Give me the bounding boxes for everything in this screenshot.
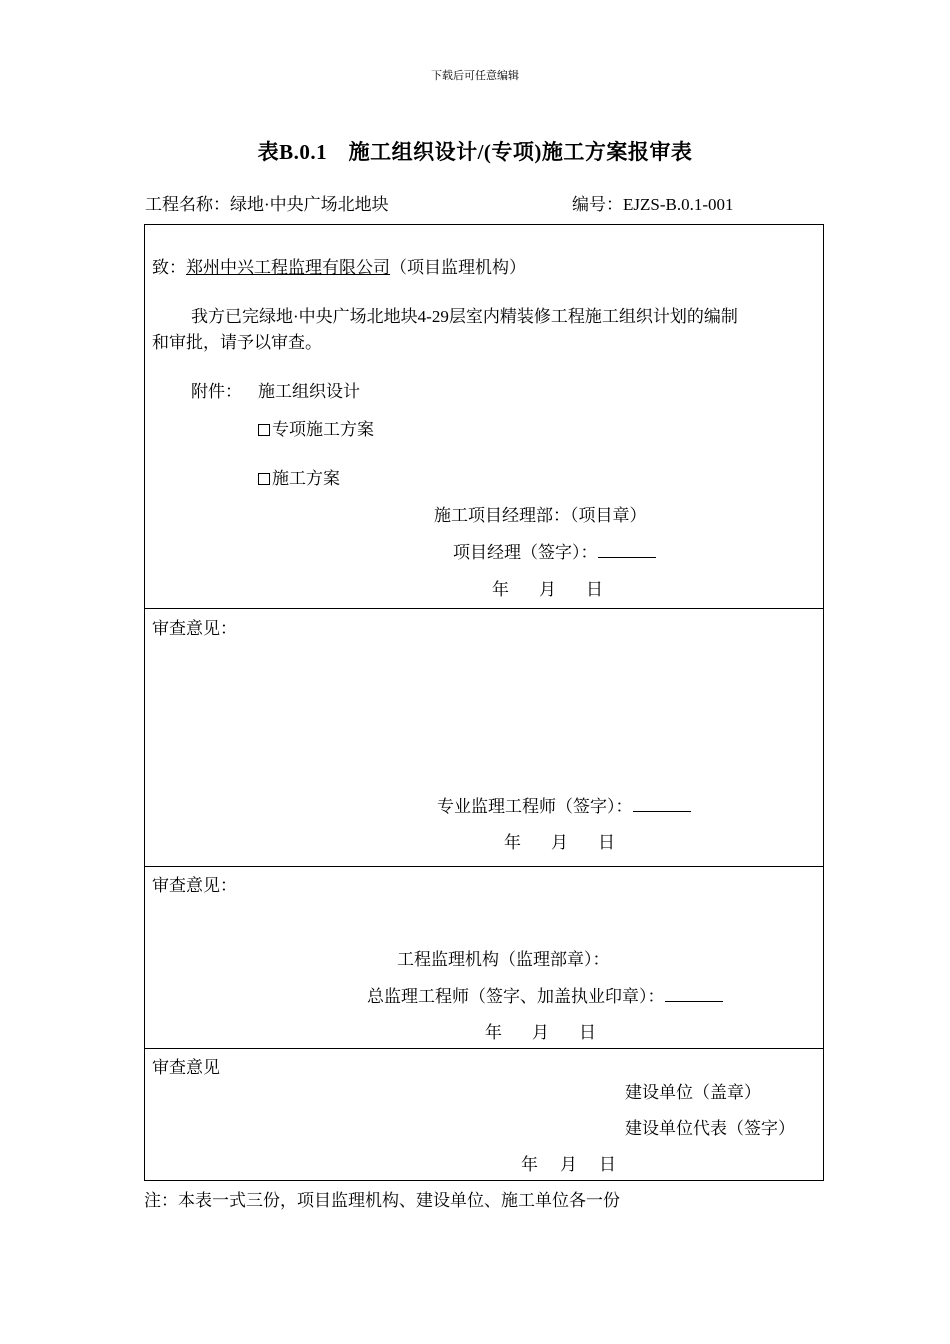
review-label-2: 审查意见： — [152, 619, 237, 638]
signature-blank — [633, 797, 691, 812]
signature-blank — [598, 543, 656, 558]
serial-number: 编号：EJZS-B.0.1-001 — [572, 195, 734, 214]
date-line-3 — [485, 1018, 596, 1043]
chief-engineer-sign — [367, 982, 723, 1007]
body-line-2: 和审批，请予以审查。 — [152, 333, 322, 352]
review-label-4: 审查意见 — [152, 1058, 220, 1077]
review-label-3: 审查意见： — [152, 876, 237, 895]
date-line-1 — [492, 575, 603, 600]
date-year: 年 — [521, 1155, 538, 1174]
specialist-engineer-sign — [437, 792, 691, 817]
attachment-item-3-label: 施工方案 — [272, 469, 340, 488]
specialist-engineer-label: 专业监理工程师（签字）： — [437, 797, 633, 816]
checkbox-icon[interactable] — [258, 424, 270, 436]
date-month: 月 — [539, 580, 556, 599]
date-day: 日 — [599, 1155, 616, 1174]
header-note: 下载后可任意编辑 — [431, 70, 519, 82]
project-manager-label: 项目经理（签字）： — [453, 543, 598, 562]
date-month: 月 — [560, 1155, 577, 1174]
attachment-item-2 — [258, 415, 374, 440]
row-divider-3 — [144, 1048, 824, 1049]
project-name: 工程名称：绿地·中央广场北地块 — [145, 195, 389, 214]
attachment-item-3 — [258, 464, 340, 489]
date-month: 月 — [532, 1023, 549, 1042]
date-year: 年 — [492, 580, 509, 599]
contractor-dept-label: 施工项目经理部：（项目章） — [434, 506, 647, 525]
date-day: 日 — [598, 833, 615, 852]
date-year: 年 — [504, 833, 521, 852]
project-manager-sign — [453, 538, 656, 563]
chief-engineer-label: 总监理工程师（签字、加盖执业印章）： — [367, 987, 665, 1006]
date-day: 日 — [586, 580, 603, 599]
row-divider-1 — [144, 608, 824, 609]
row-divider-2 — [144, 866, 824, 867]
date-day: 日 — [579, 1023, 596, 1042]
addressee-company: 郑州中兴工程监理有限公司 — [186, 258, 390, 277]
date-line-4 — [521, 1150, 616, 1175]
footer-note: 注：本表一式三份，项目监理机构、建设单位、施工单位各一份 — [144, 1191, 620, 1210]
form-table — [144, 224, 824, 1181]
checkbox-icon[interactable] — [258, 473, 270, 485]
addressee-prefix: 致： — [152, 258, 186, 277]
page-title: 表B.0.1 施工组织设计/(专项)施工方案报审表 — [257, 140, 693, 164]
supervision-org-label: 工程监理机构（监理部章）： — [397, 950, 610, 969]
date-line-2 — [504, 828, 615, 853]
attachment-item-2-label: 专项施工方案 — [272, 420, 374, 439]
attachment-item-1: 施工组织设计 — [258, 382, 360, 401]
body-line-1: 我方已完绿地·中央广场北地块4-29层室内精装修工程施工组织计划的编制 — [191, 307, 738, 326]
attachment-label: 附件： — [191, 382, 242, 401]
date-month: 月 — [551, 833, 568, 852]
signature-blank — [665, 987, 723, 1002]
owner-rep-label: 建设单位代表（签字） — [625, 1119, 795, 1138]
owner-unit-label: 建设单位（盖章） — [625, 1083, 761, 1102]
addressee-suffix: （项目监理机构） — [390, 258, 526, 277]
addressee-line — [152, 253, 526, 278]
date-year: 年 — [485, 1023, 502, 1042]
